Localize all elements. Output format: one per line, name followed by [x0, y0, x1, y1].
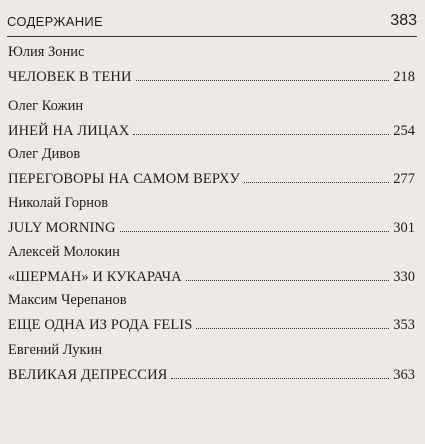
dot-leader — [133, 122, 389, 135]
toc-page: 301 — [393, 220, 415, 236]
toc-author: Николай Горнов — [8, 195, 109, 211]
toc-entry — [8, 291, 415, 334]
toc-page: 353 — [393, 317, 415, 333]
dot-leader — [120, 219, 390, 232]
toc-line — [8, 170, 415, 188]
toc-title: ПЕРЕГОВОРЫ НА САМОМ ВЕРХУ — [8, 171, 240, 187]
toc-entry — [8, 194, 415, 237]
toc-title: JULY MORNING — [8, 220, 116, 236]
toc-entry — [8, 341, 415, 384]
toc-author: Олег Кожин — [8, 98, 84, 114]
toc-page: 218 — [393, 69, 415, 85]
toc-page: 363 — [393, 367, 415, 383]
toc-author: Олег Дивов — [8, 146, 81, 162]
toc-entry — [8, 43, 415, 86]
toc-title: ВЕЛИКАЯ ДЕПРЕССИЯ — [8, 367, 168, 383]
toc-line — [8, 219, 415, 237]
toc-line — [8, 122, 415, 140]
dot-leader — [171, 366, 389, 379]
toc-line — [8, 366, 415, 384]
toc-author: Максим Черепанов — [8, 292, 127, 308]
toc-entry — [8, 97, 415, 140]
toc-author: Алексей Молокин — [8, 244, 120, 260]
toc-page: 254 — [393, 123, 415, 139]
running-header — [7, 12, 417, 37]
toc-page: 277 — [393, 171, 415, 187]
toc-title: ИНЕЙ НА ЛИЦАХ — [8, 123, 130, 139]
dot-leader — [186, 268, 390, 281]
toc-title: ЕЩЕ ОДНА ИЗ РОДА FELIS — [8, 317, 193, 333]
toc-line — [8, 68, 415, 86]
dot-leader — [196, 316, 389, 329]
page-number: 383 — [390, 12, 417, 29]
toc-title: ЧЕЛОВЕК В ТЕНИ — [8, 69, 132, 85]
toc-page: 330 — [393, 269, 415, 285]
toc-entry — [8, 145, 415, 188]
toc-line — [8, 268, 415, 286]
toc-author: Юлия Зонис — [8, 44, 85, 60]
toc-line — [8, 316, 415, 334]
section-title: СОДЕРЖАНИЕ — [7, 14, 104, 29]
toc-title: «ШЕРМАН» И КУКАРАЧА — [8, 269, 182, 285]
dot-leader — [136, 68, 390, 81]
toc-entry — [8, 243, 415, 286]
dot-leader — [244, 170, 389, 183]
toc-author: Евгений Лукин — [8, 342, 103, 358]
